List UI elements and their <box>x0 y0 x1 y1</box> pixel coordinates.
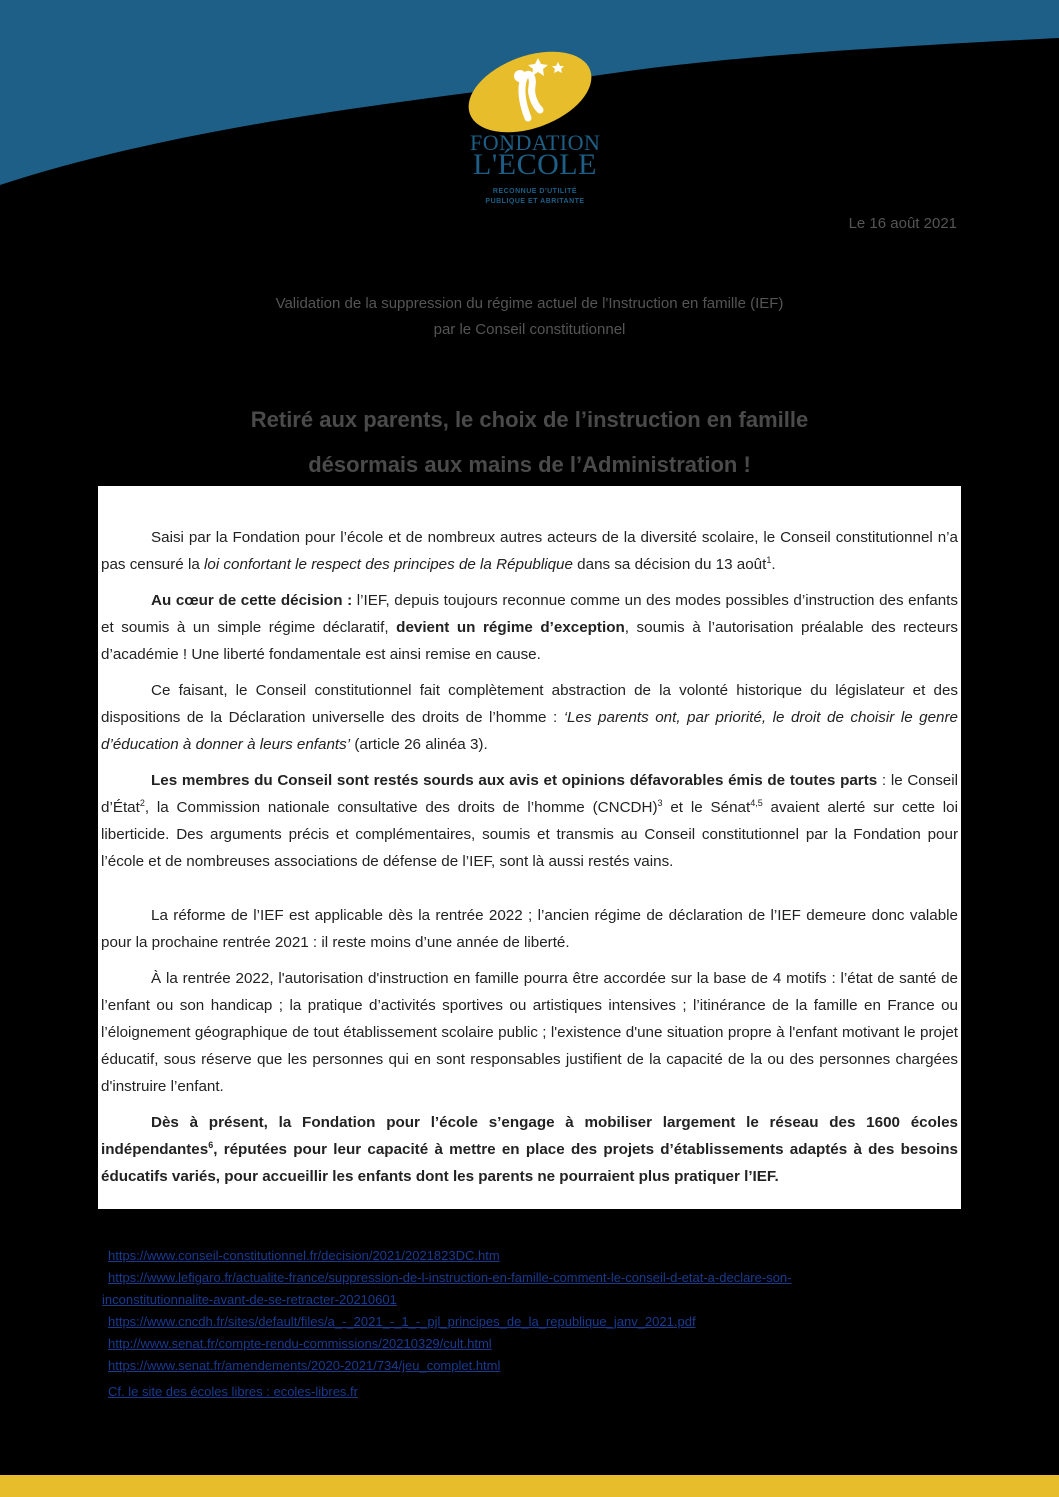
p3-quote: ‘Les parents ont, par priorité, le droit de choisir le genre d’éducation à donner à leurs enfants’ <box>101 709 958 753</box>
paragraph-4 <box>101 767 958 875</box>
footnote-ref-3: 3 <box>657 797 663 808</box>
p4-text-d: avaient alerté sur cette loi liberticide. Des arguments précis et complémentaires, soumis et transmis au Conseil constitutionnel par la Fondation pour l’école et de nombreuses associations de défense de l’IEF, sont là aussi restés vains. <box>101 799 958 870</box>
paragraph-7 <box>101 1109 958 1190</box>
p1-end: . <box>771 556 776 573</box>
footnote-link-1[interactable]: https://www.conseil-constitutionnel.fr/decision/2021/2021823DC.htm <box>108 1248 500 1263</box>
p1-text-b: dans sa décision du 13 août <box>572 556 767 573</box>
p3-text-b: (article 26 alinéa 3). <box>350 736 488 753</box>
p7-text-a: Dès à présent, la Fondation pour l’école s’engage à mobiliser largement le réseau des 1600 écoles indépendantes <box>101 1114 958 1158</box>
star-child-logo-icon <box>460 48 600 138</box>
footer-band <box>0 1475 1059 1497</box>
footnotes-list <box>102 1245 962 1403</box>
p3-text-a: Ce faisant, le Conseil constitutionnel fait complètement abstraction de la volonté historique du législateur et des dispositions de la Déclaration universelle des droits de l’homme : <box>101 682 958 726</box>
footnote-ref-4-5: 4,5 <box>750 797 763 808</box>
subtitle-line-2: par le Conseil constitutionnel <box>433 321 626 338</box>
p4-bold-lead: Les membres du Conseil sont restés sourds aux avis et opinions défavorables émis de toutes parts <box>151 772 878 789</box>
footnote-link-4[interactable]: http://www.senat.fr/compte-rendu-commissions/20210329/cult.html <box>108 1336 492 1351</box>
p1-law-title: loi confortant le respect des principes de la République <box>204 556 573 573</box>
paragraph-1 <box>101 524 958 578</box>
footnote-ref-2: 2 <box>139 797 145 808</box>
p2-bold-exception: devient un régime d’exception <box>396 619 625 636</box>
footnote-link-5[interactable]: https://www.senat.fr/amendements/2020-2021/734/jeu_complet.html <box>108 1358 501 1373</box>
footnote-link-3[interactable]: https://www.cncdh.fr/sites/default/files/a_-_2021_-_1_-_pjl_principes_de_la_republique_janv_2021.pdf <box>108 1314 696 1329</box>
paragraph-3 <box>101 677 958 758</box>
body-text-panel <box>98 486 961 1209</box>
p2-text-a: l’IEF, depuis toujours reconnue comme un des modes possibles d’instruction des enfants et soumis à un simple régime déclaratif, <box>101 592 958 636</box>
headline-line-1: Retiré aux parents, le choix de l’instruction en famille <box>250 407 809 432</box>
p4-text-c: et le Sénat <box>662 799 751 816</box>
footnote-link-2[interactable]: https://www.lefigaro.fr/actualite-france/suppression-de-l-instruction-en-famille-comment-le-conseil-d-etat-a-declare-son- <box>108 1270 792 1285</box>
paragraph-6: À la rentrée 2022, l'autorisation d'instruction en famille pourra être accordée sur la base de 4 motifs : l’état de santé de l’enfant ou son handicap ; la pratique d’activités sportives ou artistiques intensives ; l’itinérance de la famille en France ou l’éloignement géographique de tout établissement scolaire public ; l'existence d'une situation propre à l'enfant motivant le projet éducatif, sous réserve que les personnes qui en sont responsables justifient de la capacité de la ou des personnes chargées d'instruire l’enfant. <box>101 970 958 1095</box>
logo-text-ecole: L'ÉCOLE <box>473 148 597 181</box>
subtitle-line-1: Validation de la suppression du régime actuel de l'Instruction en famille (IEF) <box>275 295 784 312</box>
footnote-ref-6: 6 <box>208 1139 214 1150</box>
p4-text-a: : le Conseil d’État <box>101 772 958 816</box>
document-date: Le 16 août 2021 <box>848 215 957 232</box>
paragraph-2 <box>101 587 958 668</box>
logo-tagline-1: RECONNUE D'UTILITÉ <box>492 188 578 195</box>
p1-text-a: Saisi par la Fondation pour l’école et de nombreux autres acteurs de la diversité scolaire, le Conseil constitutionnel n’a pas censuré la <box>101 529 958 573</box>
p2-text-b: , soumis à l’autorisation préalable des recteurs d’académie ! Une liberté fondamentale est ainsi remise en cause. <box>101 619 958 663</box>
p7-text-b: , réputées pour leur capacité à mettre en place des projets d’établissements adaptés à des besoins éducatifs variés, pour accueillir les enfants dont les parents ne pourraient plus pratiquer l’IEF. <box>101 1141 958 1185</box>
logo-text-fondation: FONDATION <box>470 130 601 155</box>
paragraph-5: La réforme de l’IEF est applicable dès la rentrée 2022 ; l’ancien régime de déclaration de l’IEF demeure donc valable pour la prochaine rentrée 2021 : il reste moins d’une année de liberté. <box>101 907 958 951</box>
headline-line-2: désormais aux mains de l’Administration ! <box>308 452 751 477</box>
p4-text-b: , la Commission nationale consultative des droits de l’homme (CNCDH) <box>144 799 658 816</box>
logo-tagline-2: PUBLIQUE ET ABRITANTE <box>485 198 585 205</box>
footnote-link-6[interactable]: Cf. le site des écoles libres : ecoles-libres.fr <box>108 1384 358 1399</box>
footnote-link-2-cont[interactable]: inconstitutionnalite-avant-de-se-retracter-20210601 <box>102 1292 397 1307</box>
p2-bold-lead: Au cœur de cette décision : <box>151 592 353 609</box>
footnote-ref-1: 1 <box>766 554 772 565</box>
